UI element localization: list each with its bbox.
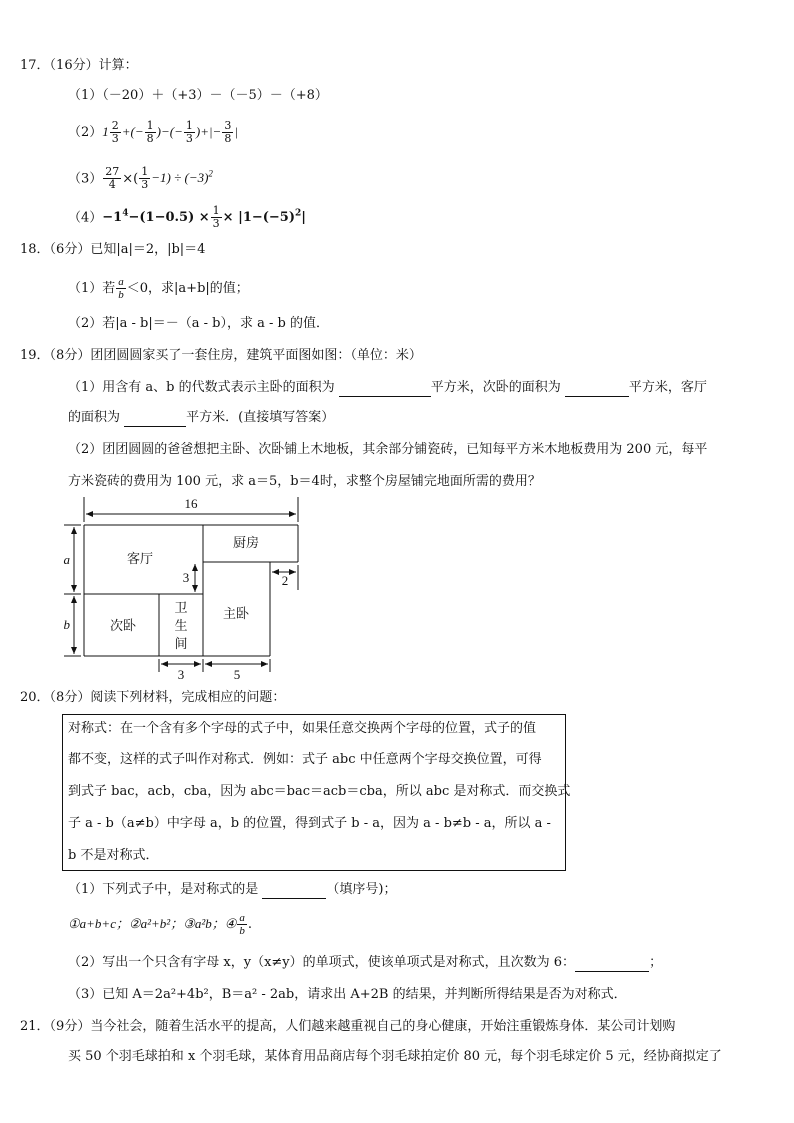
q21-line1: 21．（9分）当今社会，随着生活水平的提高，人们越来越重视自己的身心健康，开始注重锻炼身体．某公司计划购	[20, 1019, 676, 1034]
q19-part1-line1: （1）用含有 a、b 的代数式表示主卧的面积为 平方米，次卧的面积为 平方米，客厅	[68, 380, 707, 395]
room-master-bedroom: 主卧	[222, 606, 250, 621]
room-bathroom-char1: 卫	[174, 600, 188, 615]
definition-line-4: 子 a - b（a≠b）中字母 a，b 的位置，得到式子 b - a，因为 a - b≠b - a，所以 a -	[68, 816, 551, 831]
q20-header: 20．（8分）阅读下列材料，完成相应的问题：	[20, 690, 286, 705]
plan-label-b: b	[63, 617, 70, 632]
q17-part2: （2）1 $\frac{2}{3}$ +(− $\frac{1}{8}$ )−(− $\frac{1}{3}$ )+|− $\frac{3}{8}$ |	[68, 119, 238, 145]
room-living: 客厅	[126, 551, 154, 566]
definition-line-3: 到式子 bac，acb，cba，因为 abc＝bac＝acb＝cba，所以 abc 是对称式．而交换式	[68, 784, 571, 799]
plan-label-2: 2	[281, 573, 289, 588]
room-bathroom-char3: 间	[174, 636, 188, 651]
q20-part2: （2）写出一个只含有字母 x，y（x≠y）的单项式，使该单项式是对称式，且次数为 6： ；	[68, 955, 663, 970]
room-kitchen: 厨房	[232, 535, 260, 550]
q18-part2: （2）若|a - b|＝－（a - b），求 a - b 的值．	[68, 316, 329, 331]
q19-part2-line2: 方米瓷砖的费用为 100 元，求 a＝5，b＝4时，求整个房屋铺完地面所需的费用？	[68, 474, 541, 489]
q19-part1-line2: 的面积为 平方米．(直接填写答案）	[68, 410, 335, 425]
answer-blank-monomial[interactable]	[575, 957, 649, 972]
q19-part2-line1: （2）团团圆圆的爸爸想把主卧、次卧铺上木地板，其余部分铺瓷砖，已知每平方米木地板费用为 200 元，每平	[68, 442, 708, 457]
q21-line2: 买 50 个羽毛球拍和 x 个羽毛球，某体育用品商店每个羽毛球拍定价 80 元，每个羽毛球定价 5 元，经协商拟定了	[68, 1049, 722, 1064]
q17-part4: $(4)-1^4-(1-0.5)$ × $\frac{1}{3}$ × $|1-(-5)^2|$	[68, 204, 306, 231]
room-second-bedroom: 次卧	[109, 618, 137, 633]
q17-part1: （1）（－20）＋（+3）－（－5）－（+8）	[68, 88, 328, 103]
q19-header: 19．（8分）团团圆圆家买了一套住房，建筑平面图如图：（单位：米）	[20, 348, 422, 363]
q20-part1: （1）下列式子中，是对称式的是 （填序号)；	[68, 882, 397, 897]
answer-blank-symmetric[interactable]	[262, 884, 326, 899]
q17-part3: （3） $\frac{27}{4}$ ×( $\frac{1}{3}$ $-1) \div (-3)^2$	[68, 165, 213, 192]
q17-header: 17．（16分）计算：	[20, 58, 138, 73]
plan-label-a: a	[63, 552, 70, 567]
definition-line-5: b 不是对称式．	[68, 848, 159, 863]
q18-part1: （1）若 $\frac{a}{b}$ ＜0，求|a+b|的值；	[68, 276, 249, 301]
q18-header: 18．（6分）已知|a|＝2，|b|＝4	[20, 242, 206, 257]
plan-label-16: 16	[184, 496, 198, 511]
q20-part3: （3）已知 A＝2a²+4b²，B＝a² - 2ab，请求出 A+2B 的结果，并判断所得结果是否为对称式．	[68, 987, 627, 1002]
definition-line-1: 对称式：在一个含有多个字母的式子中，如果任意交换两个字母的位置，式子的值	[68, 721, 537, 736]
q20-options: ①a+b+c；②a²+b²；③a²b；④ $\frac{a}{b}$ .	[68, 912, 253, 937]
room-bathroom-char2: 生	[174, 618, 188, 633]
plan-label-3-left: 3	[182, 570, 190, 585]
plan-label-5: 5	[233, 667, 241, 682]
plan-label-3-bottom: 3	[177, 667, 185, 682]
definition-line-2: 都不变，这样的式子叫作对称式．例如：式子 abc 中任意两个字母交换位置，可得	[68, 752, 542, 767]
